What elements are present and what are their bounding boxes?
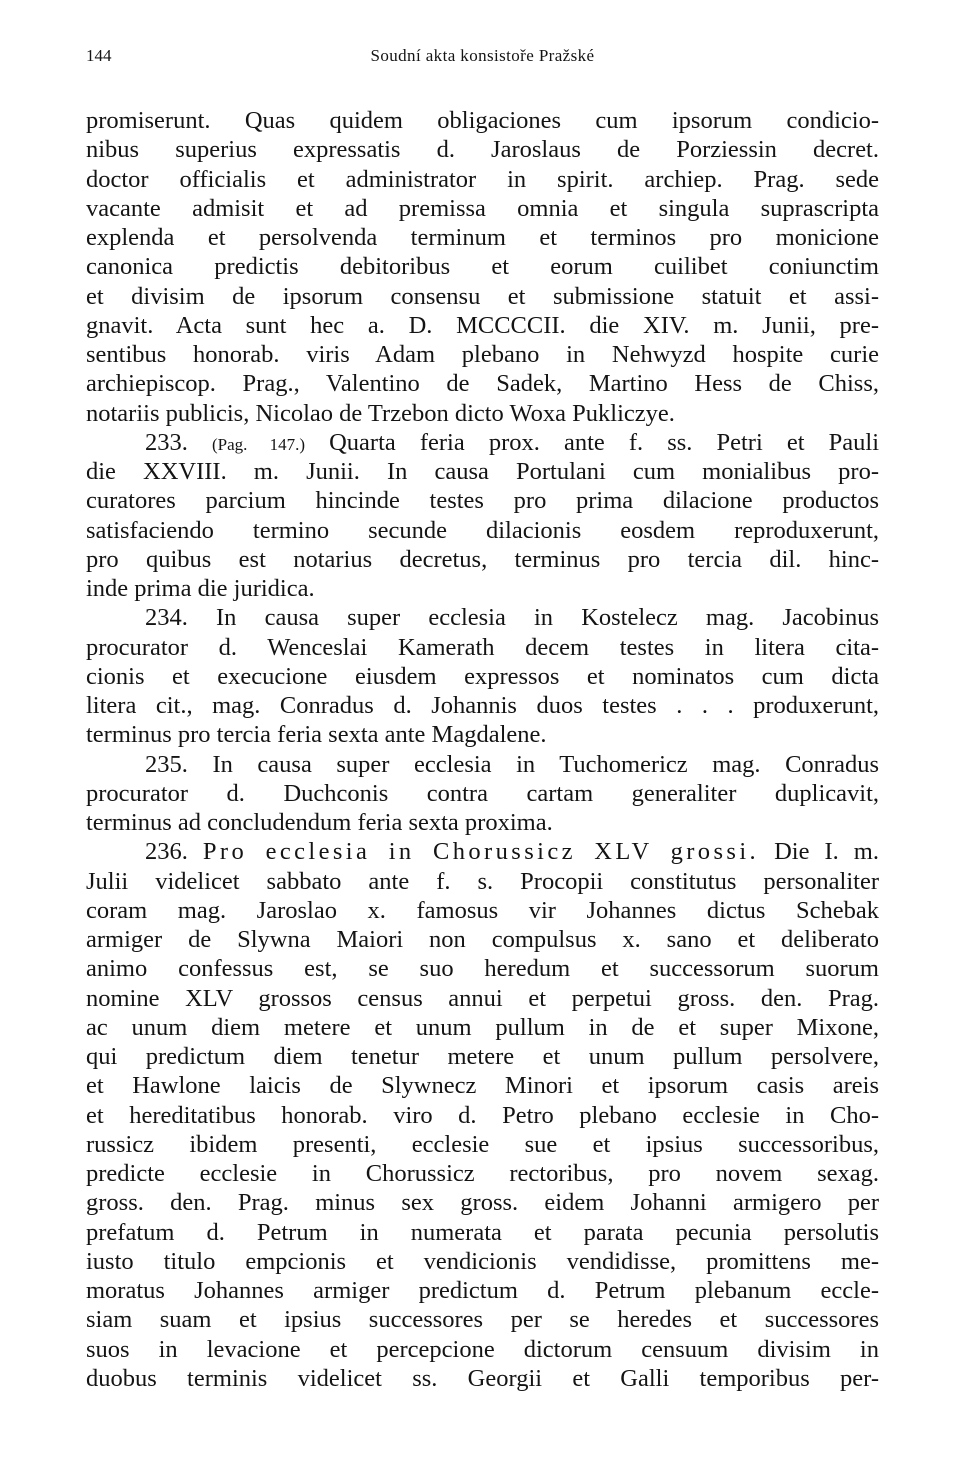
- entry-number: 236.: [145, 838, 188, 866]
- entry-236: [86, 837, 879, 1393]
- running-header: [86, 46, 879, 76]
- text-line: die XXVIII. m. Junii. In causa Portulani cum monialibus pro-: [86, 458, 879, 485]
- page-reference: (Pag. 147.): [211, 434, 306, 454]
- text-line: nibus superius expressatis d. Jaroslaus de Porziessin decret.: [86, 136, 879, 164]
- text-line: pro quibus est notarius decretus, terminus pro tercia dil. hinc-: [86, 545, 879, 573]
- text-line: moratus Johannes armiger predictum d. Petrum plebanum eccle-: [86, 1277, 879, 1304]
- text-line: et Hawlone laicis de Slywnecz Minori et ipsorum casis areis: [86, 1072, 879, 1100]
- text-line: vacante admisit et ad premissa omnia et singula suprascripta: [86, 194, 879, 222]
- text-line: litera cit., mag. Conradus d. Johannis duos testes . . . produxerunt,: [86, 692, 879, 719]
- text-line: animo confessus est, se suo heredum et successorum suorum: [86, 955, 879, 983]
- body-text: [86, 106, 879, 1393]
- text-line: nomine XLV grossos census annui et perpetui gross. den. Prag.: [86, 984, 879, 1012]
- text-line: gross. den. Prag. minus sex gross. eidem Johanni armigero per: [86, 1189, 879, 1217]
- text-line: sentibus honorab. viris Adam plebano in Nehwyzd hospite curie: [86, 341, 879, 368]
- text-line: inde prima die juridica.: [86, 575, 315, 602]
- entry-first-line: 235. In causa super ecclesia in Tuchomericz mag. Conradus: [145, 750, 879, 778]
- text-line: canonica predictis debitoribus et eorum cuilibet coniunctim: [86, 253, 879, 281]
- text-line: notariis publicis, Nicolao de Trzebon dicto Woxa Pukliczye.: [86, 399, 675, 427]
- text-line: predicte ecclesie in Chorussicz rectoribus, pro novem sexag.: [86, 1160, 879, 1187]
- text-line: Julii videlicet sabbato ante f. s. Procopii constitutus personaliter: [86, 867, 879, 895]
- text-line: terminus pro tercia feria sexta ante Magdalene.: [86, 721, 547, 749]
- text-line: suos in levacione et percepcione dictorum censuum divisim in: [86, 1335, 879, 1363]
- text-line: et divisim de ipsorum consensu et submissione statuit et assi-: [86, 282, 879, 310]
- text-line: russicz ibidem presenti, ecclesie sue et ipsius successoribus,: [86, 1130, 879, 1158]
- entry-235: [86, 750, 879, 838]
- text-line: ac unum diem metere et unum pullum in de et super Mixone,: [86, 1013, 879, 1041]
- text-line: cionis et execucione eiusdem expressos et nominatos cum dicta: [86, 662, 879, 690]
- entry-text: Quarta feria prox. ante f. ss. Petri et Pauli: [329, 428, 880, 456]
- text-line: siam suam et ipsius successores per se heredes et successores: [86, 1306, 879, 1334]
- text-line: promiserunt. Quas quidem obligaciones cum ipsorum condicio-: [86, 107, 879, 134]
- entry-heading: Pro ecclesia in Chorussicz XLV grossi.: [202, 838, 760, 866]
- entry-234: [86, 603, 879, 749]
- text-line: archiepiscop. Prag., Valentino de Sadek, Martino Hess de Chiss,: [86, 370, 879, 398]
- entry-first-line: [86, 428, 879, 457]
- text-line: et hereditatibus honorab. viro d. Petro plebano ecclesie in Cho-: [86, 1101, 879, 1129]
- text-line: gnavit. Acta sunt hec a. D. MCCCCII. die XIV. m. Junii, pre-: [86, 311, 879, 339]
- text-line: iusto titulo empcionis et vendicionis vendidisse, promittens me-: [86, 1247, 879, 1275]
- text-line: duobus terminis videlicet ss. Georgii et Galli temporibus per-: [86, 1364, 879, 1392]
- text-line: explenda et persolvenda terminum et terminos pro monicione: [86, 224, 879, 251]
- text-line: procurator d. Wenceslai Kamerath decem testes in litera cita-: [86, 633, 879, 661]
- text-line: satisfaciendo termino secunde dilacionis eosdem reproduxerunt,: [86, 516, 879, 544]
- entry-first-line: 234. In causa super ecclesia in Kostelecz mag. Jacobinus: [145, 604, 879, 632]
- entry-233: [86, 428, 879, 604]
- entry-text: Die I. m.: [774, 838, 879, 866]
- entry-first-line: [86, 837, 879, 866]
- page-number: 144: [86, 46, 112, 65]
- text-line: coram mag. Jaroslao x. famosus vir Johannes dictus Schebak: [86, 896, 879, 924]
- text-line: armiger de Slywna Maiori non compulsus x. sano et deliberato: [86, 926, 879, 953]
- text-line: procurator d. Duchconis contra cartam generaliter duplicavit,: [86, 779, 879, 807]
- text-line: doctor officialis et administrator in spirit. archiep. Prag. sede: [86, 165, 879, 193]
- entry-number: 233.: [145, 428, 188, 456]
- running-title: Soudní akta konsistoře Pražské: [370, 46, 595, 65]
- text-line: curatores parcium hincinde testes pro prima dilacione productos: [86, 487, 879, 515]
- text-line: terminus ad concludendum feria sexta proxima.: [86, 809, 553, 836]
- text-line: qui predictum diem tenetur metere et unum pullum persolvere,: [86, 1043, 879, 1070]
- text-line: prefatum d. Petrum in numerata et parata pecunia persolutis: [86, 1218, 879, 1246]
- paragraph-continuation: [86, 106, 879, 428]
